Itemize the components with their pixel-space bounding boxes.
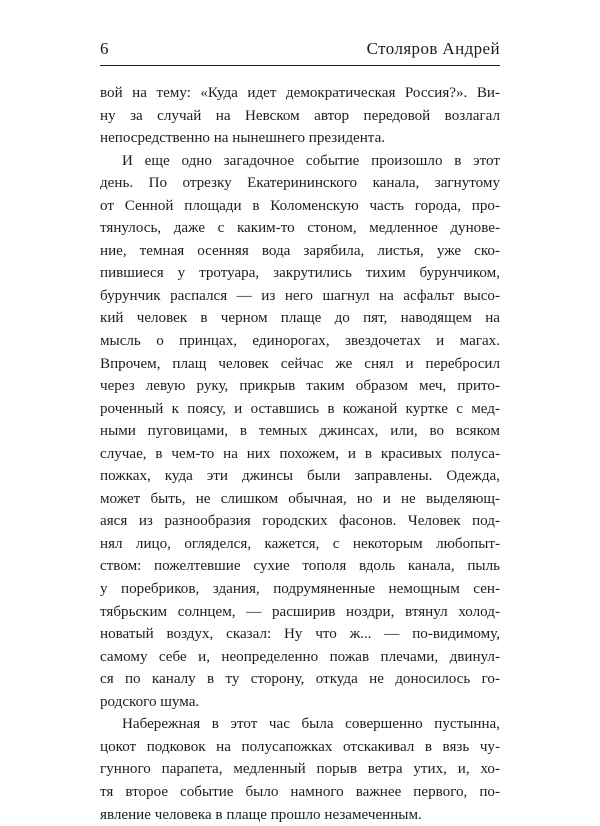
text-line: цокот подковок на полусапожках отскакивал в вязь чу- bbox=[100, 736, 500, 759]
text-line: непосредственно на нынешнего президента. bbox=[100, 127, 500, 150]
text-line: день. По отрезку Екатерининского канала, загнутому bbox=[100, 172, 500, 195]
header-divider bbox=[100, 65, 500, 66]
text-line: новатый воздух, сказал: Ну что ж... — по-видимому, bbox=[100, 623, 500, 646]
text-line: ну за случай на Невском автор передовой возлагал bbox=[100, 105, 500, 128]
text-line: И еще одно загадочное событие произошло в этот bbox=[100, 150, 500, 173]
text-line: тябрьским солнцем, — расширив ноздри, втянул холод- bbox=[100, 601, 500, 624]
paragraph-1 bbox=[100, 82, 500, 150]
text-line: может быть, не слишком обычная, но и не выделяющ- bbox=[100, 488, 500, 511]
text-line: через левую руку, прикрыв таким образом меч, прито- bbox=[100, 375, 500, 398]
text-line: самому себе и, неопределенно пожав плечами, двинул- bbox=[100, 646, 500, 669]
text-line: нял лицо, огляделся, кажется, с некоторым любопыт- bbox=[100, 533, 500, 556]
text-line: случае, в чем-то на них похожем, и в красивых полуса- bbox=[100, 443, 500, 466]
text-line: гунного парапета, медленный порыв ветра утих, и, хо- bbox=[100, 758, 500, 781]
running-head bbox=[100, 38, 500, 60]
text-line: ся по каналу в ту сторону, откуда не доносилось го- bbox=[100, 668, 500, 691]
text-line: вой на тему: «Куда идет демократическая Россия?». Ви- bbox=[100, 82, 500, 105]
text-line: бурунчик распался — из него шагнул на асфальт высо- bbox=[100, 285, 500, 308]
paragraph-3 bbox=[100, 713, 500, 826]
text-line: явление человека в плаще прошло незамеченным. bbox=[100, 804, 500, 826]
text-line: Впрочем, плащ человек сейчас же снял и перебросил bbox=[100, 353, 500, 376]
body-text bbox=[100, 82, 500, 826]
paragraph-2 bbox=[100, 150, 500, 714]
text-line: кий человек в черном плаще до пят, наводящем на bbox=[100, 307, 500, 330]
book-page bbox=[100, 38, 500, 60]
text-line: пившиеся у тротуара, закрутились тихим бурунчиком, bbox=[100, 262, 500, 285]
text-line: ными пуговицами, в темных джинсах, или, во всяком bbox=[100, 420, 500, 443]
text-line: мысль о принцах, единорогах, звездочетах и магах. bbox=[100, 330, 500, 353]
text-line: роченный к поясу, и оставшись в кожаной куртке с мед- bbox=[100, 398, 500, 421]
running-title: Столяров Андрей bbox=[367, 38, 500, 60]
text-line: аяся из разнообразия городских фасонов. Человек под- bbox=[100, 510, 500, 533]
text-line: тя второе событие было намного важнее первого, по- bbox=[100, 781, 500, 804]
text-line: тянулось, даже с каким-то стоном, медленное дунове- bbox=[100, 217, 500, 240]
text-line: ством: пожелтевшие сухие тополя вдоль канала, пыль bbox=[100, 555, 500, 578]
text-line: ние, темная осенняя вода зарябила, листья, уже ско- bbox=[100, 240, 500, 263]
text-line: пожках, куда эти джинсы были заправлены. Одежда, bbox=[100, 465, 500, 488]
text-line: родского шума. bbox=[100, 691, 500, 714]
text-line: у поребриков, здания, подрумяненные немощным сен- bbox=[100, 578, 500, 601]
text-line: от Сенной площади в Коломенскую часть города, про- bbox=[100, 195, 500, 218]
page-number: 6 bbox=[100, 38, 109, 60]
text-line: Набережная в этот час была совершенно пустынна, bbox=[100, 713, 500, 736]
